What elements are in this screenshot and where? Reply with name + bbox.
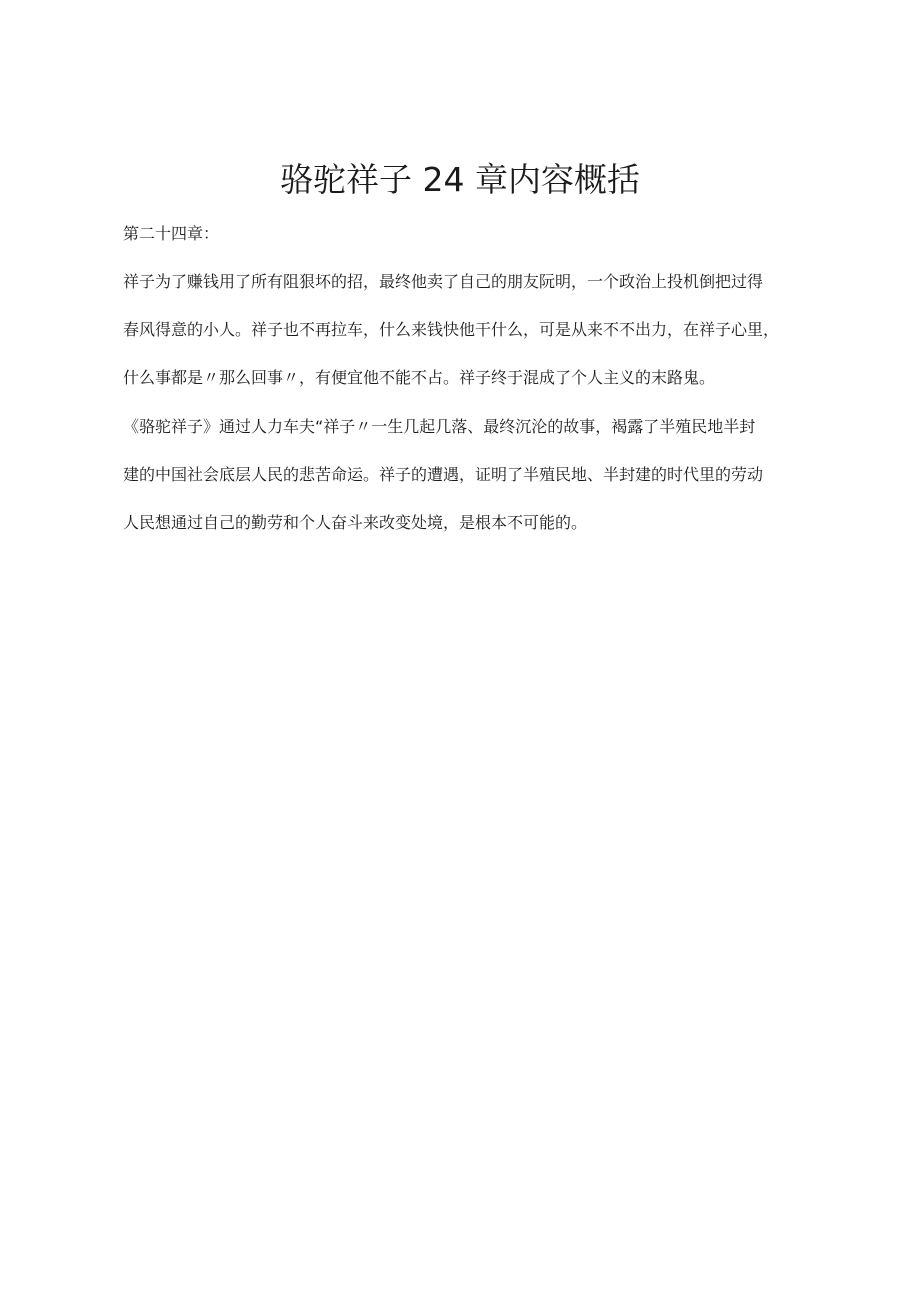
document-title: 骆驼祥子 24 章内容概括 (280, 160, 640, 199)
paragraph-line: 春风得意的小人。祥子也不再拉车，什么来钱快他干什么，可是从来不不出力，在祥子心里， (123, 320, 780, 339)
summary-paragraph (123, 258, 813, 402)
paragraph-line: 什么事都是〃那么回事〃，有便宜他不能不占。祥子终于混成了个人主义的末路鬼。 (123, 368, 716, 387)
paragraph-line: 《骆驼祥子》通过人力车夫“祥子〃一生几起几落、最终沉沦的故事，褐露了半殖民地半封 (123, 417, 756, 436)
paragraph-line: 人民想通过自己的勤劳和个人奋斗来改变处境，是根本不可能的。 (123, 513, 588, 532)
chapter-heading: 第二十四章： (123, 224, 220, 243)
paragraph-line: 建的中国社会底层人民的悲苦命运。祥子的遭遇，证明了半殖民地、半封建的时代里的劳动 (123, 465, 764, 484)
paragraph-line: 祥子为了赚钱用了所有阻狠坏的招，最终他卖了自己的朋友阮明，一个政治上投机倒把过得 (123, 272, 764, 291)
theme-paragraph (123, 403, 813, 547)
